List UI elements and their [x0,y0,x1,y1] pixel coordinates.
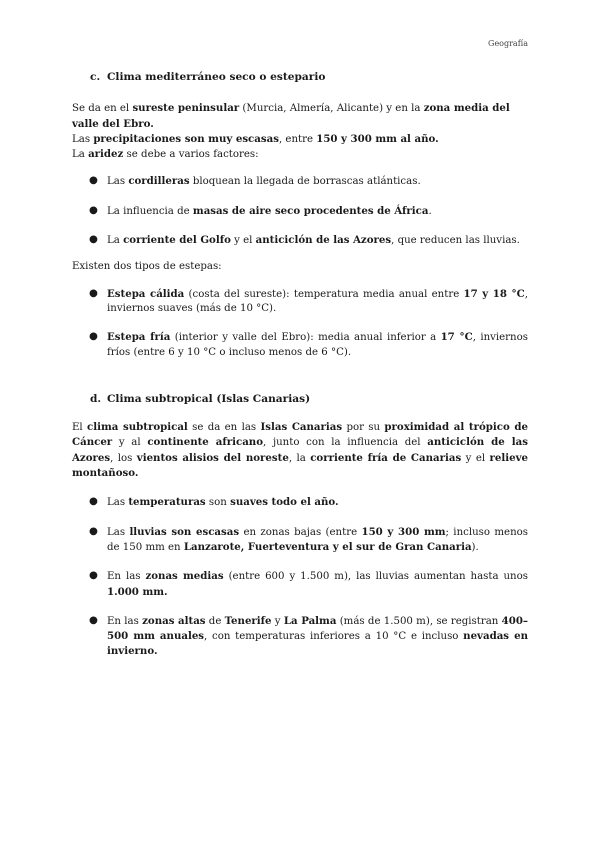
section-c-letter: c. [90,71,101,83]
document-body [72,70,528,660]
subtropical-points-list [72,495,528,659]
bullet-icon: ● [89,331,98,343]
steppe-types-list [72,287,528,360]
steppe-types-intro: Existen dos tipos de estepas: [72,261,222,273]
section-d-heading [90,392,528,406]
bullet-icon: ● [89,175,98,187]
section-c-intro-precipitation: Las precipitaciones son muy escasas, entre 150 y 300 mm al año. [72,132,439,145]
bullet-icon: ● [89,570,98,582]
list-item: ● En las zonas altas de Tenerife y La Palma (más de 1.500 m), se registran 400–500 mm anuales, con temperaturas inferiores a 10 °C e incluso nevadas en invierno. [89,614,528,658]
section-d-title: Clima subtropical (Islas Canarias) [107,392,311,405]
section-d-letter: d. [90,392,102,405]
bullet-icon: ● [89,525,98,537]
bullet-icon: ● [89,614,98,626]
list-item: ● Estepa cálida (costa del sureste): temperatura media anual entre 17 y 18 °C, inviernos suaves (más de 10 °C). [89,287,529,314]
list-item: ● Las lluvias son escasas en zonas bajas (entre 150 y 300 mm; incluso menos de 150 mm en Lanzarote, Fuerteventura y el sur de Gran Canaria). [89,525,528,553]
aridity-factors-list [72,174,528,248]
bullet-icon: ● [89,287,98,299]
list-item: ● Las cordilleras bloquean la llegada de borrascas atlánticas. [89,175,421,188]
page-header-subject: Geografía [488,39,528,48]
section-d-intro: El clima subtropical se da en las Islas Canarias por su proximidad al trópico de Cáncer y al continente africano, junto con la influencia del anticiclón de las Azores, los vientos alisios del noreste, la corriente fría de Canarias y el relieve montañoso. [72,421,529,480]
section-c-intro-aridity: La aridez se debe a varios factores: [72,148,259,161]
section-c-intro-location: Se da en el sureste peninsular (Murcia, Almería, Alicante) y en la zona media del valle del Ebro. [72,102,510,130]
list-item: ● Las temperaturas son suaves todo el año. [89,496,339,509]
list-item: ● La corriente del Golfo y el anticiclón de las Azores, que reducen las lluvias. [89,234,520,247]
list-item: ● La influencia de masas de aire seco procedentes de África. [89,204,432,217]
bullet-icon: ● [89,234,98,246]
list-item: ● En las zonas medias (entre 600 y 1.500 m), las lluvias aumentan hasta unos 1.000 mm. [89,570,528,598]
list-item: ● Estepa fría (interior y valle del Ebro): media anual inferior a 17 °C, inviernos fríos (entre 6 y 10 °C o incluso menos de 6 °C). [89,331,528,358]
bullet-icon: ● [89,204,98,216]
section-c-heading [90,70,528,84]
section-c-title: Clima mediterráneo seco o estepario [107,71,326,83]
bullet-icon: ● [89,496,98,508]
